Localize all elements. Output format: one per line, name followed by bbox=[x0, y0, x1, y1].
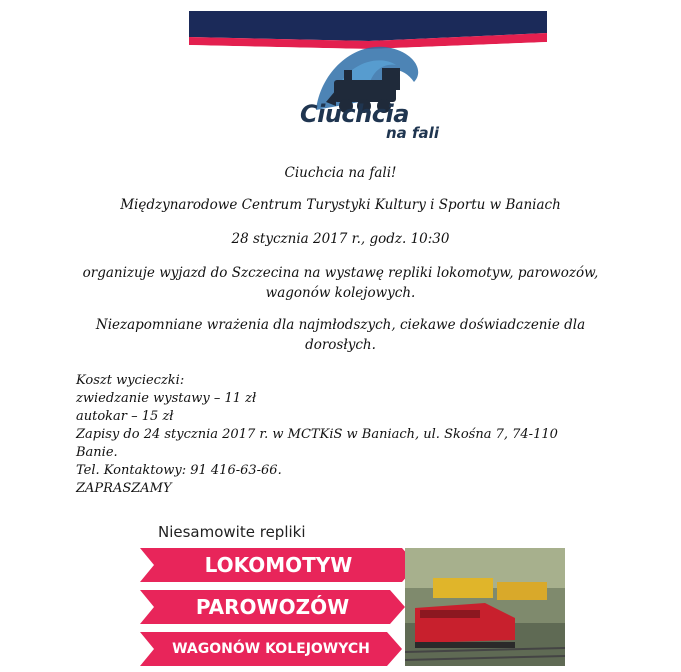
logo-wordmark: Ciuchcia bbox=[300, 100, 409, 128]
promo-title: Niesamowite repliki bbox=[158, 523, 306, 541]
contact-phone: Tel. Kontaktowy: 91 416-63-66. bbox=[76, 463, 282, 478]
model-train-photo bbox=[405, 548, 565, 666]
signup-line-1: Zapisy do 24 stycznia 2017 r. w MCTKiS w Baniach, ul. Skośna 7, 74-110 bbox=[76, 427, 558, 442]
impressions-line-2: dorosłych. bbox=[305, 337, 376, 353]
impressions-line-1: Niezapomniane wrażenia dla najmłodszych, ciekawe doświadczenie dla bbox=[95, 317, 586, 333]
promo-band-steam bbox=[140, 590, 405, 624]
promo-band-locomotives bbox=[140, 548, 417, 582]
event-title: Ciuchcia na fali! bbox=[284, 165, 397, 181]
promo-band-text: WAGONÓW KOLEJOWYCH bbox=[172, 641, 370, 657]
signup-line-2: Banie. bbox=[76, 445, 118, 460]
cost-header: Koszt wycieczki: bbox=[76, 373, 185, 388]
promo-band-wagons bbox=[140, 632, 402, 666]
organizer-line: Międzynarodowe Centrum Turystyki Kultury i Sportu w Baniach bbox=[120, 197, 561, 213]
event-date: 28 stycznia 2017 r., godz. 10:30 bbox=[231, 231, 450, 247]
invite-text: ZAPRASZAMY bbox=[76, 481, 172, 496]
logo-subtitle: na fali bbox=[386, 124, 439, 142]
cost-item-exhibition: zwiedzanie wystawy – 11 zł bbox=[76, 391, 257, 406]
description-line-2: wagonów kolejowych. bbox=[265, 285, 416, 301]
promo-band-text: PAROWOZÓW bbox=[195, 595, 350, 619]
cost-item-bus: autokar – 15 zł bbox=[76, 409, 174, 424]
description-line-1: organizuje wyjazd do Szczecina na wystawę repliki lokomotyw, parowozów, bbox=[82, 265, 599, 281]
promo-band-text: LOKOMOTYW bbox=[204, 553, 353, 577]
